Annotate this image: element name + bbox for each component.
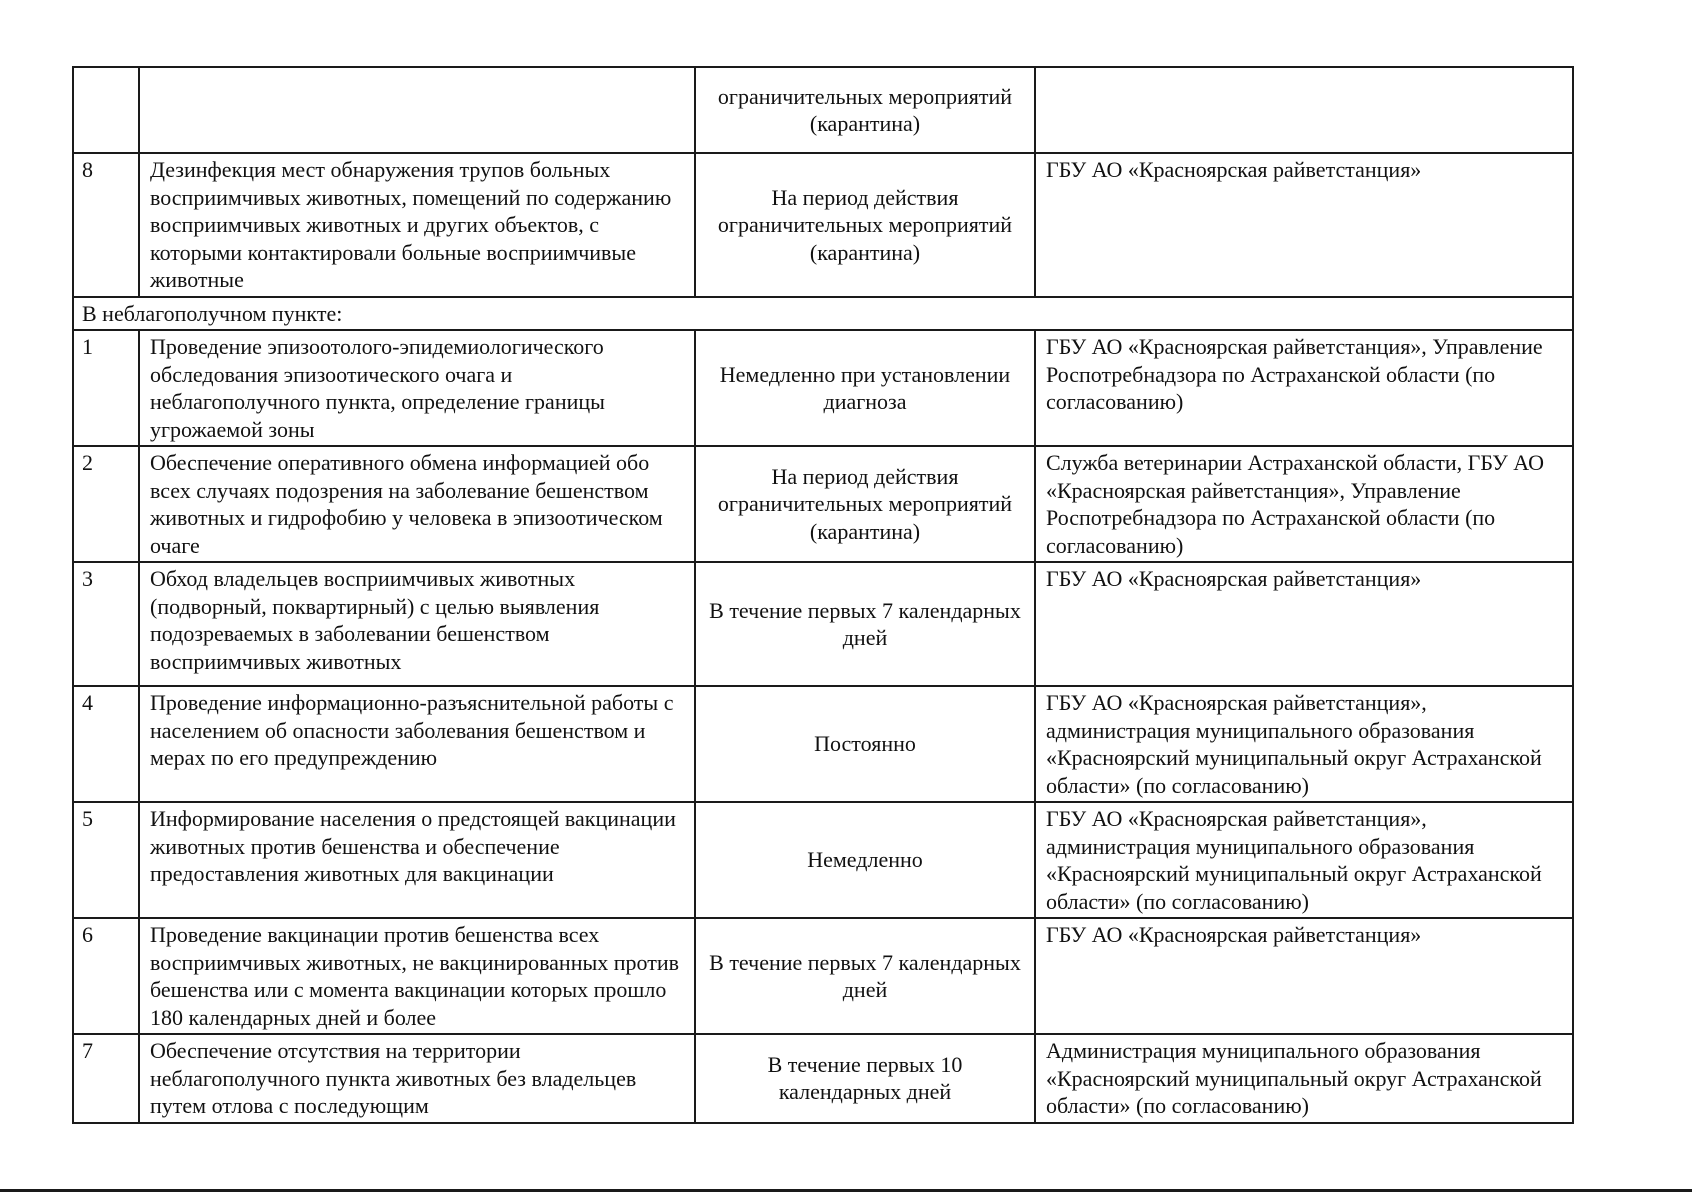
cell-action: Проведение вакцинации против бешенства всех восприимчивых животных, не вакцинированных против бешенства или с момента вакцинации которых прошло 180 календарных дней и более: [139, 918, 695, 1034]
cell-responsible: ГБУ АО «Красноярская райветстанция»: [1035, 918, 1573, 1034]
cell-action: [139, 67, 695, 153]
cell-period: В течение первых 10 календарных дней: [695, 1034, 1035, 1123]
cell-number: 7: [73, 1034, 139, 1123]
cell-responsible: Служба ветеринарии Астраханской области, ГБУ АО «Красноярская райветстанция», Управление Роспотребнадзора по Астраханской области (по согласованию): [1035, 446, 1573, 562]
cell-period: Немедленно при установлении диагноза: [695, 330, 1035, 446]
table-row: [73, 1034, 1573, 1123]
table-row: [73, 918, 1573, 1034]
table-row: [73, 67, 1573, 153]
section-title: В неблагополучном пункте:: [73, 297, 1573, 331]
table-row: [73, 330, 1573, 446]
cell-responsible: [1035, 67, 1573, 153]
cell-number: 1: [73, 330, 139, 446]
section-row: [73, 297, 1573, 331]
cell-number: [73, 67, 139, 153]
cell-responsible: Администрация муниципального образования «Красноярский муниципальный округ Астраханской области» (по согласованию): [1035, 1034, 1573, 1123]
cell-action: Обеспечение отсутствия на территории неблагополучного пункта животных без владельцев путем отлова с последующим: [139, 1034, 695, 1123]
table-row: [73, 802, 1573, 918]
cell-number: 8: [73, 153, 139, 297]
cell-period: ограничительных мероприятий (карантина): [695, 67, 1035, 153]
cell-action: Проведение информационно-разъяснительной работы с населением об опасности заболевания бешенством и мерах по его предупреждению: [139, 686, 695, 802]
cell-period: Постоянно: [695, 686, 1035, 802]
cell-responsible: ГБУ АО «Красноярская райветстанция»: [1035, 153, 1573, 297]
cell-responsible: ГБУ АО «Красноярская райветстанция»: [1035, 562, 1573, 686]
cell-action: Обход владельцев восприимчивых животных (подворный, поквартирный) с целью выявления подозреваемых в заболевании бешенством восприимчивых животных: [139, 562, 695, 686]
cell-action: Информирование населения о предстоящей вакцинации животных против бешенства и обеспечение предоставления животных для вакцинации: [139, 802, 695, 918]
cell-action: Дезинфекция мест обнаружения трупов больных восприимчивых животных, помещений по содержанию восприимчивых животных и других объектов, с которыми контактировали больные восприимчивые животные: [139, 153, 695, 297]
cell-number: 3: [73, 562, 139, 686]
table-row: [73, 686, 1573, 802]
cell-period: В течение первых 7 календарных дней: [695, 918, 1035, 1034]
table-row: [73, 562, 1573, 686]
cell-responsible: ГБУ АО «Красноярская райветстанция», администрация муниципального образования «Красноярский муниципальный округ Астраханской области» (по согласованию): [1035, 802, 1573, 918]
cell-action: Обеспечение оперативного обмена информацией обо всех случаях подозрения на заболевание бешенством животных и гидрофобию у человека в эпизоотическом очаге: [139, 446, 695, 562]
cell-number: 4: [73, 686, 139, 802]
cell-number: 6: [73, 918, 139, 1034]
cell-responsible: ГБУ АО «Красноярская райветстанция», Управление Роспотребнадзора по Астраханской области (по согласованию): [1035, 330, 1573, 446]
measures-table: [72, 66, 1574, 1124]
page-bottom-rule: [0, 1189, 1692, 1192]
cell-period: На период действия ограничительных мероприятий (карантина): [695, 446, 1035, 562]
table-row: [73, 153, 1573, 297]
cell-responsible: ГБУ АО «Красноярская райветстанция», администрация муниципального образования «Красноярский муниципальный округ Астраханской области» (по согласованию): [1035, 686, 1573, 802]
cell-number: 5: [73, 802, 139, 918]
cell-period: В течение первых 7 календарных дней: [695, 562, 1035, 686]
table-row: [73, 446, 1573, 562]
cell-period: На период действия ограничительных мероприятий (карантина): [695, 153, 1035, 297]
cell-period: Немедленно: [695, 802, 1035, 918]
cell-action: Проведение эпизоотолого-эпидемиологического обследования эпизоотического очага и неблагополучного пункта, определение границы угрожаемой зоны: [139, 330, 695, 446]
cell-number: 2: [73, 446, 139, 562]
